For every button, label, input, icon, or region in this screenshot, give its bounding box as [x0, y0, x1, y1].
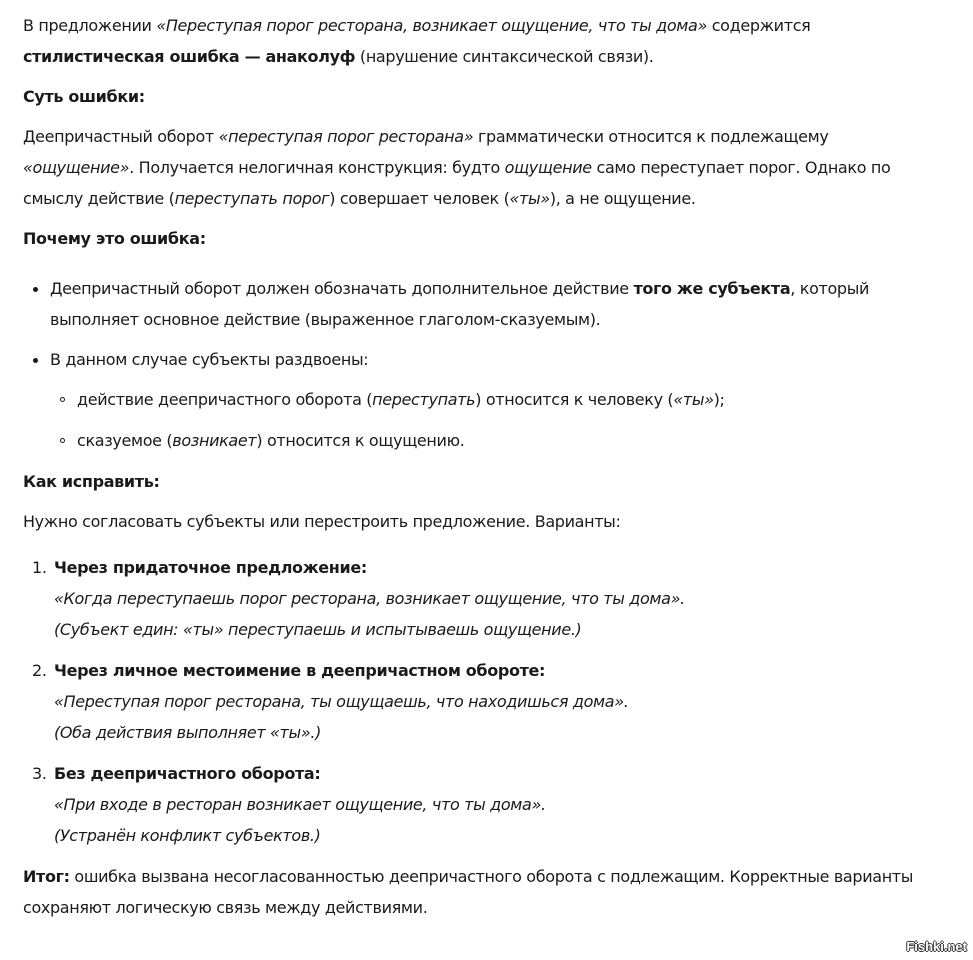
- text: );: [713, 390, 725, 409]
- bold-text: того же субъекта: [633, 279, 791, 298]
- variant-note: (Оба действия выполняет «ты».): [54, 723, 321, 742]
- answer-document: [23, 10, 923, 932]
- sub-list-item: [77, 425, 923, 456]
- text: ) относится к ощущению.: [256, 431, 465, 450]
- italic-quote: ощущение: [504, 158, 592, 177]
- text: само переступает порог. Однако по смыслу действие (: [23, 158, 891, 208]
- variant-example: «При входе в ресторан возникает ощущение, что ты дома».: [54, 795, 546, 814]
- error-type: стилистическая ошибка — анаколуф: [23, 47, 356, 66]
- sub-list-item: [77, 384, 923, 415]
- variant-item: [32, 758, 923, 851]
- italic-quote: «ощущение»: [23, 158, 130, 177]
- variant-title: Через придаточное предложение:: [54, 558, 367, 577]
- variant-number: 3.: [32, 764, 47, 783]
- summary-paragraph: [23, 861, 923, 923]
- text: , который выполняет основное действие (выраженное глаголом-сказуемым).: [50, 279, 870, 329]
- quoted-sentence: «Переступая порог ресторана, возникает ощущение, что ты дома»: [156, 16, 707, 35]
- italic-quote: переступать порог: [174, 189, 330, 208]
- text: ) относится к человеку (: [475, 390, 674, 409]
- variant-number: 1.: [32, 558, 47, 577]
- text: Деепричастный оборот: [23, 127, 219, 146]
- summary-text: ошибка вызвана несогласованностью деепричастного оборота с подлежащим. Корректные варианты сохраняют логическую связь между действиями.: [23, 867, 914, 917]
- list-item: [50, 344, 923, 456]
- why-list: [23, 273, 923, 456]
- summary-label: Итог:: [23, 867, 70, 886]
- variants-list: [23, 552, 923, 851]
- intro-paragraph: [23, 10, 923, 72]
- sub-list: [50, 384, 923, 456]
- text: грамматически относится к подлежащему: [473, 127, 829, 146]
- variant-title: Через личное местоимение в деепричастном обороте:: [54, 661, 546, 680]
- essence-paragraph: [23, 121, 923, 214]
- intro-text: (нарушение синтаксической связи).: [355, 47, 654, 66]
- section-heading-fix: Как исправить:: [23, 472, 160, 491]
- text: . Получается нелогичная конструкция: будто: [129, 158, 505, 177]
- watermark-logo: Fishki.net: [906, 939, 967, 954]
- variant-note: (Устранён конфликт субъектов.): [54, 826, 321, 845]
- italic-quote: «ты»: [509, 189, 550, 208]
- text: Деепричастный оборот должен обозначать дополнительное действие: [50, 279, 634, 298]
- section-heading-why: Почему это ошибка:: [23, 229, 206, 248]
- text: ), а не ощущение.: [549, 189, 696, 208]
- text: сказуемое (: [77, 431, 173, 450]
- variant-example: «Когда переступаешь порог ресторана, возникает ощущение, что ты дома».: [54, 589, 685, 608]
- italic-text: «ты»: [673, 390, 714, 409]
- variant-item: [32, 655, 923, 748]
- section-heading-essence: Суть ошибки:: [23, 87, 145, 106]
- variant-note: (Субъект един: «ты» переступаешь и испытываешь ощущение.): [54, 620, 582, 639]
- fix-intro: Нужно согласовать субъекты или перестроить предложение. Варианты:: [23, 512, 621, 531]
- intro-text: содержится: [706, 16, 811, 35]
- text: В данном случае субъекты раздвоены:: [50, 350, 369, 369]
- variant-number: 2.: [32, 661, 47, 680]
- intro-text: В предложении: [23, 16, 157, 35]
- italic-quote: «переступая порог ресторана»: [218, 127, 474, 146]
- variant-title: Без деепричастного оборота:: [54, 764, 321, 783]
- italic-text: переступать: [372, 390, 476, 409]
- italic-text: возникает: [172, 431, 257, 450]
- list-item: [50, 273, 923, 335]
- text: действие деепричастного оборота (: [77, 390, 373, 409]
- variant-example: «Переступая порог ресторана, ты ощущаешь, что находишься дома».: [54, 692, 629, 711]
- variant-item: [32, 552, 923, 645]
- text: ) совершает человек (: [329, 189, 510, 208]
